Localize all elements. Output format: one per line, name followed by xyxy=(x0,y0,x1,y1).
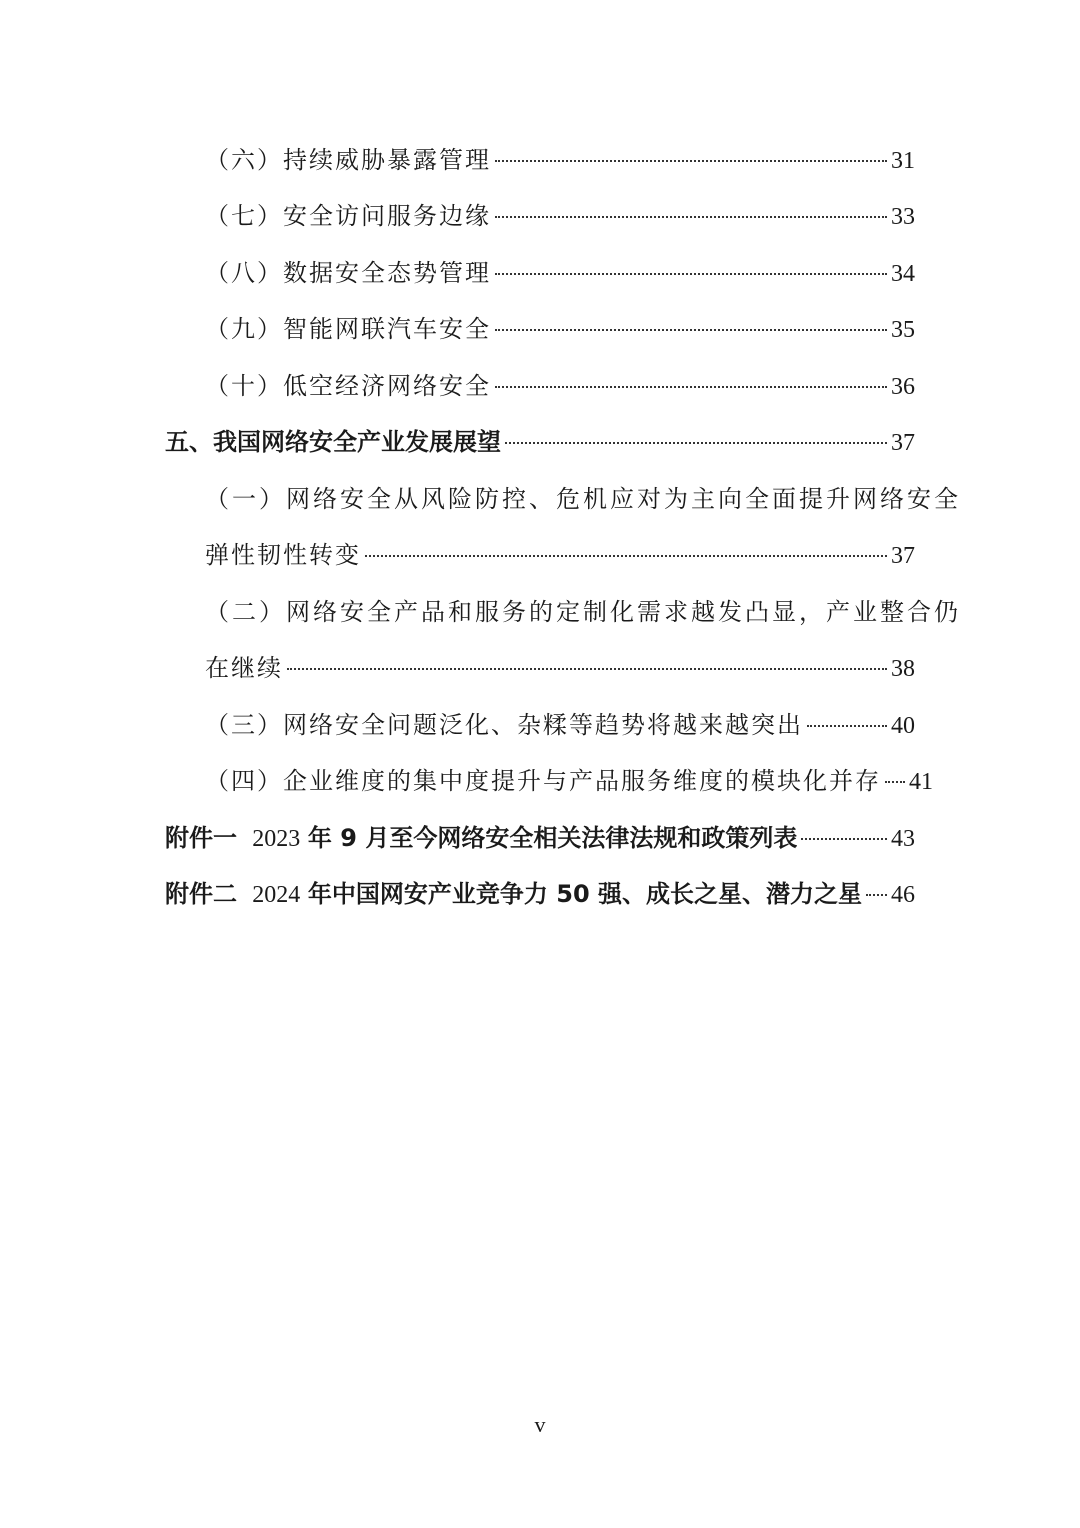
dot-leader xyxy=(505,442,887,444)
toc-entry-label: （三）网络安全问题泛化、杂糅等趋势将越来越突出 xyxy=(205,711,803,739)
toc-entry-label-cont: 弹性韧性转变 xyxy=(205,541,361,569)
toc-entry[interactable] xyxy=(205,709,915,742)
toc-entry-label: （四）企业维度的集中度提升与产品服务维度的模块化并存 xyxy=(205,767,881,795)
dot-leader xyxy=(801,838,887,840)
appendix-title: 年 9 月至今网络安全相关法律法规和政策列表 xyxy=(307,824,798,852)
toc-entry-label: （七）安全访问服务边缘 xyxy=(205,202,491,230)
toc-entry-page: 31 xyxy=(891,148,915,174)
toc-entry[interactable] xyxy=(205,313,915,346)
toc-entry-page: 34 xyxy=(891,261,915,287)
toc-appendix-label xyxy=(165,878,862,911)
toc-entry-label: （十）低空经济网络安全 xyxy=(205,372,491,400)
toc-entry-line2[interactable] xyxy=(205,652,915,685)
toc-entry[interactable] xyxy=(205,370,915,403)
toc-entry-label: （九）智能网联汽车安全 xyxy=(205,315,491,343)
dot-leader xyxy=(495,216,887,218)
toc-entry-label: （二）网络安全产品和服务的定制化需求越发凸显，产业整合仍 xyxy=(205,598,961,626)
toc-appendix-entry[interactable] xyxy=(165,878,915,911)
toc-entry-line1[interactable] xyxy=(205,483,961,515)
toc-entry-label: （六）持续威胁暴露管理 xyxy=(205,146,491,174)
toc-entry-line2[interactable] xyxy=(205,539,915,572)
toc-entry[interactable] xyxy=(205,144,915,177)
toc-entry-page: 35 xyxy=(891,317,915,343)
toc-entry-page: 40 xyxy=(891,713,915,739)
toc-entry-page: 46 xyxy=(891,882,915,908)
toc-entry-page: 37 xyxy=(891,430,915,456)
toc-entry-page: 43 xyxy=(891,826,915,852)
toc-entry[interactable] xyxy=(205,257,915,290)
page-number: v xyxy=(534,1412,546,1437)
dot-leader xyxy=(807,725,887,727)
appendix-prefix: 附件二 xyxy=(165,880,237,908)
toc-entry-page: 41 xyxy=(909,769,933,795)
toc-section-entry[interactable] xyxy=(165,426,915,459)
appendix-year: 2023 xyxy=(252,826,301,852)
dot-leader xyxy=(365,555,887,557)
dot-leader xyxy=(495,386,887,388)
appendix-title: 年中国网安产业竞争力 50 强、成长之星、潜力之星 xyxy=(307,880,863,908)
toc-entry-line1[interactable] xyxy=(205,596,961,628)
dot-leader xyxy=(495,160,887,162)
dot-leader xyxy=(495,273,887,275)
toc-section-label: 五、我国网络安全产业发展展望 xyxy=(165,428,501,456)
appendix-prefix: 附件一 xyxy=(165,824,237,852)
toc-entry-label: （八）数据安全态势管理 xyxy=(205,259,491,287)
toc-entry[interactable] xyxy=(205,765,933,798)
toc-entry[interactable] xyxy=(205,200,915,233)
dot-leader xyxy=(287,668,887,670)
toc-entry-page: 37 xyxy=(891,543,915,569)
toc-entry-label: （一）网络安全从风险防控、危机应对为主向全面提升网络安全 xyxy=(205,485,961,513)
appendix-year: 2024 xyxy=(252,882,301,908)
dot-leader xyxy=(495,329,887,331)
dot-leader xyxy=(866,894,887,896)
toc-entry-page: 36 xyxy=(891,374,915,400)
toc-appendix-label xyxy=(165,822,797,855)
toc-appendix-entry[interactable] xyxy=(165,822,915,855)
toc-entry-page: 38 xyxy=(891,656,915,682)
toc-entry-label-cont: 在继续 xyxy=(205,654,283,682)
toc-entry-page: 33 xyxy=(891,204,915,230)
dot-leader xyxy=(885,781,905,783)
